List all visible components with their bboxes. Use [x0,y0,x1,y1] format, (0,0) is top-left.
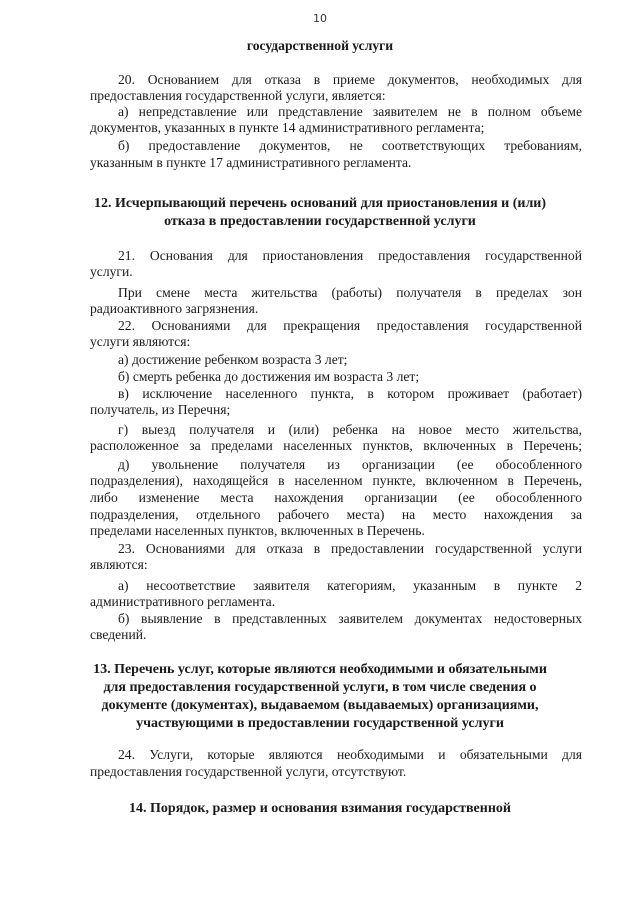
paragraph-line: документов, указанных в пункте 14 административного регламента; [90,120,485,135]
list-item: получатель, из Перечня; [90,402,231,417]
paragraph-line: 22. Основаниями для прекращения предоставления государственной [118,318,582,333]
list-item: а) достижение ребенком возраста 3 лет; [118,352,348,367]
list-item: административного регламента. [90,594,276,609]
list-item: д) увольнение получателя из организации (ее обособленного [118,457,582,472]
list-item: пределами населенных пунктов, включенных в Перечень. [90,523,425,538]
paragraph-line: указанным в пункте 17 административного регламента. [90,155,412,170]
paragraph-line: услуги являются: [90,334,191,349]
paragraph-line: 23. Основаниями для отказа в предоставлении государственной услуги [118,541,582,556]
page-number: 10 [313,12,327,25]
heading-continuation: государственной услуги [246,38,394,53]
paragraph-line: предоставления государственной услуги, является: [90,88,386,103]
paragraph-line: 20. Основанием для отказа в приеме документов, необходимых для [118,72,582,87]
section-heading-12: 12. Исчерпывающий перечень оснований для приостановления и (или) [93,196,547,211]
paragraph-line: При смене места жительства (работы) получателя в пределах зон [118,285,582,300]
section-heading-13: для предоставления государственной услуги, в том числе сведения о [103,680,537,695]
paragraph-line: б) предоставление документов, не соответствующих требованиям, [118,138,582,153]
list-item: сведений. [90,627,147,642]
list-item: либо изменение места нахождения организации (ее обособленного [90,490,582,505]
paragraph-line: являются: [90,557,148,572]
list-item: г) выезд получателя и (или) ребенка на новое место жительства, [118,422,582,437]
list-item: подразделения), находящейся в населенном пункте, включенном в Перечень, [90,473,582,488]
list-item: подразделения, отдельного рабочего места) на место нахождения за [90,507,582,522]
paragraph-line: услуги. [90,264,133,279]
list-item: в) исключение населенного пункта, в котором проживает (работает) [118,386,582,401]
list-item: б) выявление в представленных заявителем документах недостоверных [118,611,582,626]
paragraph-line: радиоактивного загрязнения. [90,301,259,316]
list-item: расположенное за пределами населенных пунктов, включенных в Перечень; [90,438,582,453]
section-heading-14: 14. Порядок, размер и основания взимания государственной [129,801,511,816]
paragraph-line: 21. Основания для приостановления предоставления государственной [118,248,582,263]
section-heading-13: 13. Перечень услуг, которые являются необходимыми и обязательными [93,662,547,677]
section-heading-12: отказа в предоставлении государственной услуги [164,214,476,229]
paragraph-line: а) непредставление или представление заявителем не в полном объеме [118,104,582,119]
paragraph-line: предоставления государственной услуги, отсутствуют. [90,764,407,779]
list-item: б) смерть ребенка до достижения им возраста 3 лет; [118,369,420,384]
paragraph-line: 24. Услуги, которые являются необходимыми и обязательными для [118,747,582,762]
section-heading-13: участвующими в предоставлении государственной услуги [136,716,504,731]
section-heading-13: документе (документах), выдаваемом (выдаваемых) организациями, [101,698,539,713]
list-item: а) несоответствие заявителя категориям, указанным в пункте 2 [118,578,582,593]
